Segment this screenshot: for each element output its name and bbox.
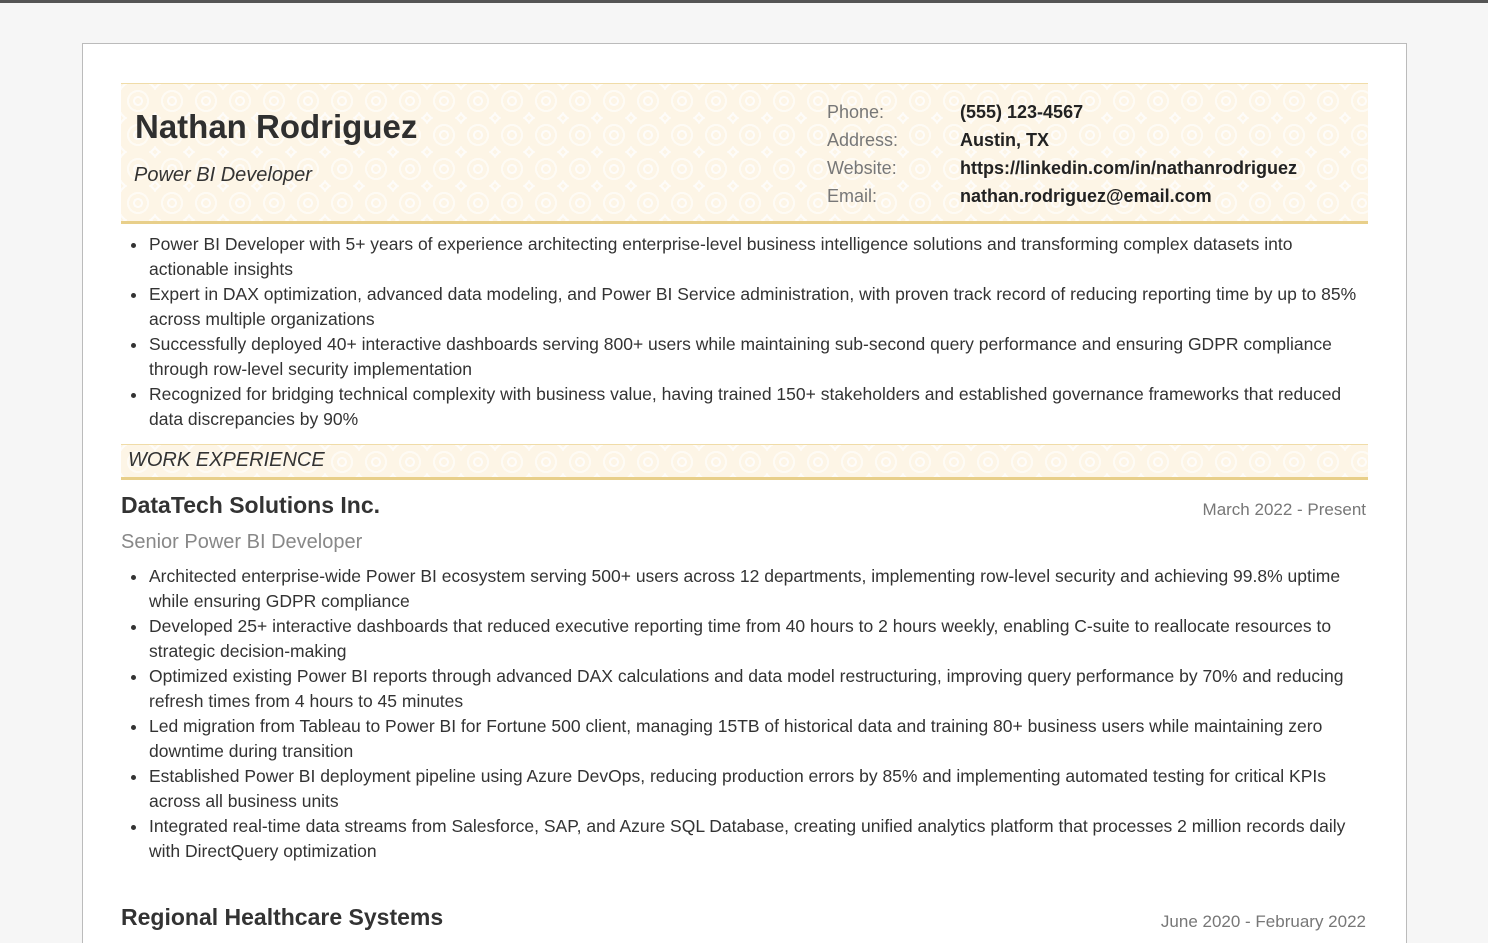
- candidate-role: Power BI Developer: [134, 164, 312, 186]
- website-label: Website:: [827, 158, 897, 178]
- job-bullet: Established Power BI deployment pipeline using Azure DevOps, reducing production errors by 85% and implementing automated testing for critical KPIs across all business units: [121, 764, 1368, 814]
- address-label: Address:: [827, 130, 899, 150]
- address-value: Austin, TX: [960, 130, 1049, 150]
- summary-list: [121, 232, 1361, 432]
- job-entry: [121, 904, 1368, 931]
- work-experience-heading: [121, 444, 1368, 480]
- job-bullet: Optimized existing Power BI reports through advanced DAX calculations and data model restructuring, improving query performance by 70% and reducing refresh times from 4 hours to 45 minutes: [121, 664, 1368, 714]
- email-label: Email:: [827, 186, 878, 206]
- contact-info: [827, 98, 1297, 210]
- phone-value: (555) 123-4567: [960, 102, 1084, 122]
- summary-item: Successfully deployed 40+ interactive dashboards serving 800+ users while maintaining sub-second query performance and ensuring GDPR compliance through row-level security implementation: [121, 332, 1361, 382]
- summary-item: Recognized for bridging technical complexity with business value, having trained 150+ stakeholders and established governance frameworks that reduced data discrepancies by 90%: [121, 382, 1361, 432]
- job-entry: [121, 492, 1368, 864]
- section-title: WORK EXPERIENCE: [128, 449, 325, 471]
- summary-item: Expert in DAX optimization, advanced data modeling, and Power BI Service administration, with proven track record of reducing reporting time by up to 85% across multiple organizations: [121, 282, 1361, 332]
- company-name: DataTech Solutions Inc.: [121, 492, 380, 518]
- resume-page: [82, 43, 1407, 943]
- job-title: Senior Power BI Developer: [121, 531, 363, 553]
- job-bullet: Led migration from Tableau to Power BI for Fortune 500 client, managing 15TB of historical data and training 80+ business users while maintaining zero downtime during transition: [121, 714, 1368, 764]
- summary-item: Power BI Developer with 5+ years of experience architecting enterprise-level business intelligence solutions and transforming complex datasets into actionable insights: [121, 232, 1361, 282]
- job-bullet: Developed 25+ interactive dashboards that reduced executive reporting time from 40 hours to 2 hours weekly, enabling C-suite to reallocate resources to strategic decision-making: [121, 614, 1368, 664]
- job-dates: June 2020 - February 2022: [1160, 912, 1366, 931]
- resume-header: [121, 83, 1368, 224]
- job-bullets: [121, 564, 1368, 864]
- job-bullet: Architected enterprise-wide Power BI ecosystem serving 500+ users across 12 departments, implementing row-level security and achieving 99.8% uptime while ensuring GDPR compliance: [121, 564, 1368, 614]
- phone-label: Phone:: [827, 102, 885, 122]
- company-name: Regional Healthcare Systems: [121, 904, 444, 930]
- job-dates: March 2022 - Present: [1202, 500, 1366, 519]
- job-bullet: Integrated real-time data streams from Salesforce, SAP, and Azure SQL Database, creating unified analytics platform that processes 2 million records daily with DirectQuery optimization: [121, 814, 1368, 864]
- candidate-name: Nathan Rodriguez: [135, 108, 418, 145]
- website-link[interactable]: https://linkedin.com/in/nathanrodriguez: [960, 158, 1298, 178]
- email-link[interactable]: nathan.rodriguez@email.com: [960, 186, 1212, 206]
